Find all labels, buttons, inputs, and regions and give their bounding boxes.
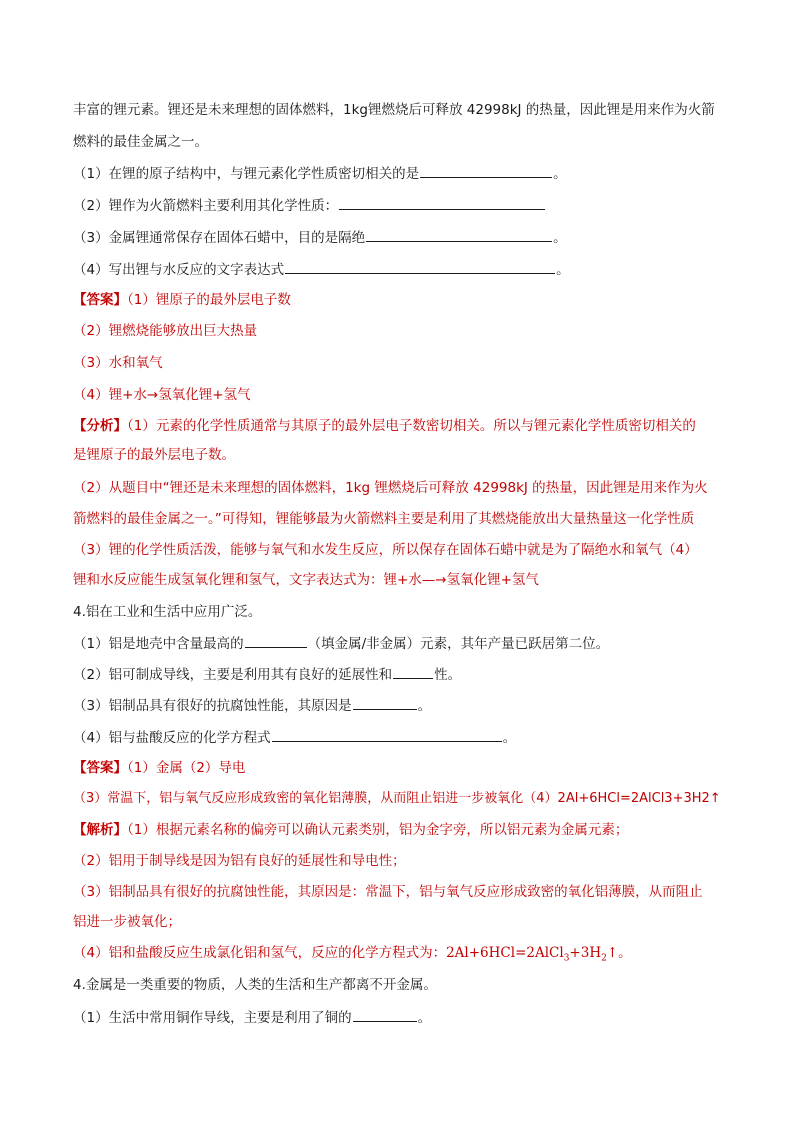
problem-4-question-1-text: （1）铝是地壳中含量最高的 bbox=[73, 636, 244, 652]
problem-4-question-4 bbox=[73, 727, 516, 748]
answer-blank[interactable] bbox=[339, 195, 545, 210]
problem-4-question-1-end: （填金属/非金属）元素，其年产量已跃居第二位。 bbox=[307, 636, 610, 652]
problem-4-question-2-text: （2）铝可制成导线，主要是利用其有良好的延展性和 bbox=[73, 667, 393, 683]
problem-4-heading: 4.铝在工业和生活中应用广泛。 bbox=[73, 604, 262, 620]
problem-4-question-2 bbox=[73, 664, 461, 685]
problem-4-question-4-text: （4）铝与盐酸反应的化学方程式 bbox=[73, 730, 271, 746]
intro-line-1: 丰富的锂元素。锂还是未来理想的固体燃料，1kg锂燃烧后可释放 42998kJ 的热量，因此锂是用来作为火箭 bbox=[73, 102, 715, 118]
question-1-end: 。 bbox=[553, 166, 567, 182]
question-3-text: （3）金属锂通常保存在固体石蜡中，目的是隔绝 bbox=[73, 230, 366, 246]
problem-4-analysis-1: （1）根据元素名称的偏旁可以确认元素类别，铝为金字旁，所以铝元素为金属元素； bbox=[127, 822, 629, 838]
equation-subscript: 3 bbox=[563, 953, 570, 964]
answer-blank[interactable] bbox=[420, 163, 552, 178]
answer-1: （1）锂原子的最外层电子数 bbox=[127, 292, 291, 308]
analysis-1a: （1）元素的化学性质通常与其原子的最外层电子数密切相关。所以与锂元素化学性质密切相关的 bbox=[127, 418, 696, 434]
analysis-3a: （3）锂的化学性质活泼，能够与氧气和水发生反应，所以保存在固体石蜡中就是为了隔绝水和氧气（4） bbox=[73, 542, 698, 558]
problem-4-question-3-end: 。 bbox=[417, 698, 432, 714]
answer-2: （2）锂燃烧能够放出巨大热量 bbox=[73, 323, 258, 339]
question-3 bbox=[73, 227, 567, 248]
problem-4-analysis-line-1 bbox=[73, 820, 628, 840]
equation-part: +3H bbox=[569, 945, 602, 961]
answer-blank[interactable] bbox=[353, 695, 417, 710]
analysis-1b: 是锂原子的最外层电子数。 bbox=[73, 447, 235, 463]
answer-3: （3）水和氧气 bbox=[73, 355, 163, 371]
problem-4-analysis-3b: 铝进一步被氧化； bbox=[73, 914, 181, 930]
question-3-end: 。 bbox=[553, 230, 567, 246]
answer-blank[interactable] bbox=[245, 633, 307, 648]
equation-part: 2Al+6HCl=2AlCl bbox=[446, 945, 564, 961]
question-2 bbox=[73, 195, 546, 216]
analysis-tag: 【解析】 bbox=[73, 822, 127, 838]
question-4 bbox=[73, 259, 570, 280]
analysis-tag: 【分析】 bbox=[73, 418, 127, 434]
question-4-end: 。 bbox=[556, 262, 570, 278]
answer-4: （4）锂+水→氢氧化锂+氢气 bbox=[73, 387, 251, 403]
analysis-3b: 锂和水反应能生成氢氧化锂和氢气，文字表达式为：锂+水—→氢氧化锂+氢气 bbox=[73, 572, 539, 588]
analysis-line-1 bbox=[73, 416, 696, 436]
question-2-text: （2）锂作为火箭燃料主要利用其化学性质： bbox=[73, 198, 339, 214]
equation-subscript: 2 bbox=[601, 953, 607, 964]
answer-blank[interactable] bbox=[353, 1007, 417, 1022]
problem-4-question-1 bbox=[73, 633, 609, 654]
problem-4-question-2-end: 性。 bbox=[434, 667, 462, 683]
problem-4-analysis-2: （2）铝用于制导线是因为铝有良好的延展性和导电性； bbox=[73, 853, 406, 869]
problem-4-question-4-end: 。 bbox=[502, 730, 517, 746]
problem-4-question-3-text: （3）铝制品具有很好的抗腐蚀性能，其原因是 bbox=[73, 698, 352, 714]
problem-4-answer-line-1 bbox=[73, 758, 245, 778]
problem-4-question-3 bbox=[73, 695, 431, 716]
problem-5-question-1-text: （1）生活中常用铜作导线，主要是利用了铜的 bbox=[73, 1010, 352, 1026]
question-4-text: （4）写出锂与水反应的文字表达式 bbox=[73, 262, 285, 278]
question-1-text: （1）在锂的原子结构中，与锂元素化学性质密切相关的是 bbox=[73, 166, 420, 182]
intro-line-2: 燃料的最佳金属之一。 bbox=[73, 134, 208, 150]
question-1 bbox=[73, 163, 567, 184]
answer-tag: 【答案】 bbox=[73, 760, 127, 776]
answer-tag: 【答案】 bbox=[73, 292, 127, 308]
problem-5-question-1 bbox=[73, 1007, 431, 1028]
answer-blank[interactable] bbox=[285, 259, 555, 274]
analysis-2b: 箭燃料的最佳金属之一。”可得知，锂能够最为火箭燃料主要是利用了其燃烧能放出大量热量这一化学性质 bbox=[73, 511, 695, 527]
equation-part: ↑。 bbox=[606, 945, 632, 961]
problem-4-analysis-3a: （3）铝制品具有很好的抗腐蚀性能，其原因是：常温下，铝与氧气反应形成致密的氧化铝薄膜，从而阻止 bbox=[73, 884, 703, 900]
answer-blank[interactable] bbox=[272, 727, 502, 742]
problem-5-question-1-end: 。 bbox=[417, 1010, 432, 1026]
problem-4-answer-1: （1）金属（2）导电 bbox=[127, 760, 246, 776]
equation bbox=[446, 945, 632, 964]
problem-5-heading: 4.金属是一类重要的物质，人类的生活和生产都离不开金属。 bbox=[73, 977, 437, 993]
answer-blank[interactable] bbox=[393, 664, 433, 679]
answer-blank[interactable] bbox=[366, 227, 552, 242]
problem-4-analysis-4 bbox=[73, 943, 632, 969]
problem-4-analysis-4-text: （4）铝和盐酸反应生成氯化铝和氢气，反应的化学方程式为： bbox=[73, 945, 447, 961]
analysis-2a: （2）从题目中“锂还是未来理想的固体燃料，1kg 锂燃烧后可释放 42998kJ 的热量，因此锂是用来作为火 bbox=[73, 480, 708, 496]
answer-line-1 bbox=[73, 290, 291, 310]
problem-4-answer-3: （3）常温下，铝与氧气反应形成致密的氧化铝薄膜，从而阻止铝进一步被氧化（4）2Al+6HCl=2AlCl3+3H2↑ bbox=[73, 791, 721, 806]
